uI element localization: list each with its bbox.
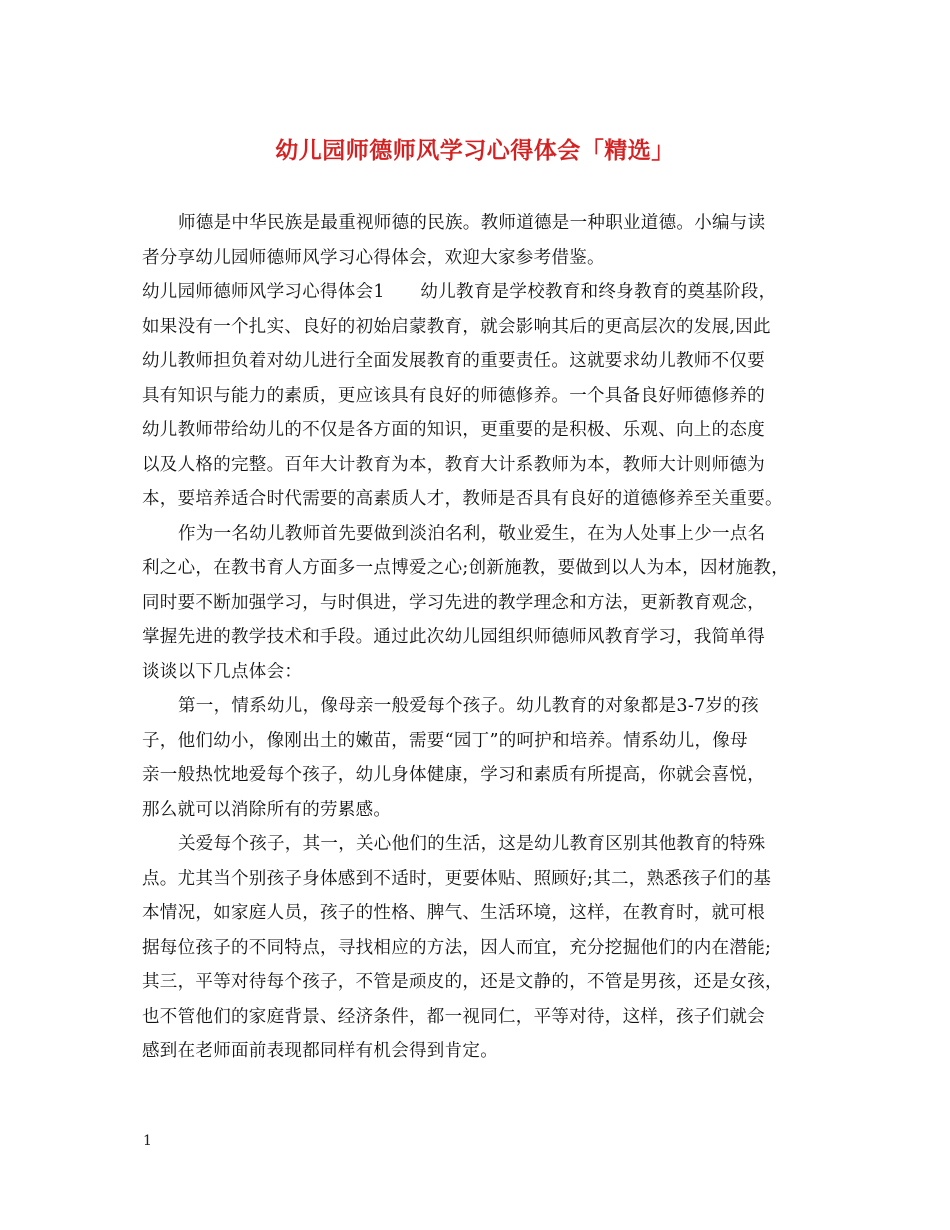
text-line: 感到在老师面前表现都同样有机会得到肯定。 bbox=[142, 1041, 498, 1061]
text-line: 第一，情系幼儿，像母亲一般爱每个孩子。幼儿教育的对象都是3-7岁的孩 bbox=[178, 696, 759, 716]
document-title: 幼儿园师德师风学习心得体会「精选」 bbox=[275, 137, 675, 164]
text-line: 作为一名幼儿教师首先要做到淡泊名利，敬业爱生，在为人处事上少一点名 bbox=[178, 523, 766, 544]
text-line: 子，他们幼小，像刚出土的嫩苗，需要“园丁”的呵护和培养。情系幼儿，像母 bbox=[142, 730, 748, 751]
text-line: 幼儿教师带给幼儿的不仅是各方面的知识，更重要的是积极、乐观、向上的态度 bbox=[142, 420, 765, 440]
text-line: 点。尤其当个别孩子身体感到不适时，更要体贴、照顾好;其二，熟悉孩子们的基 bbox=[142, 868, 772, 889]
text-line: 同时要不断加强学习，与时俱进，学习先进的教学理念和方法，更新教育观念， bbox=[142, 592, 765, 613]
text-line: 本情况，如家庭人员，孩子的性格、脾气、生活环境，这样，在教育时，就可根 bbox=[142, 903, 765, 923]
text-line: 具有知识与能力的素质，更应该具有良好的师德修养。一个具备良好师德修养的 bbox=[142, 385, 765, 406]
text-line: 者分享幼儿园师德师风学习心得体会，欢迎大家参考借鉴。 bbox=[142, 247, 605, 268]
text-line: 掌握先进的教学技术和手段。通过此次幼儿园组织师德师风教育学习，我简单得 bbox=[142, 627, 765, 647]
text-line: 其三，平等对待每个孩子，不管是顽皮的，还是文静的，不管是男孩，还是女孩， bbox=[142, 972, 783, 992]
text-line: 利之心，在教书育人方面多一点博爱之心;创新施教，要做到以人为本，因材施教， bbox=[142, 558, 789, 578]
text-line: 幼儿教师担负着对幼儿进行全面发展教育的重要责任。这就要求幼儿教师不仅要 bbox=[142, 351, 765, 371]
text-line: 以及人格的完整。百年大计教育为本，教育大计系教师为本，教师大计则师德为 bbox=[142, 454, 765, 475]
page-number: 1 bbox=[143, 1133, 152, 1149]
text-line: 也不管他们的家庭背景、经济条件，都一视同仁，平等对待，这样，孩子们就会 bbox=[142, 1006, 765, 1027]
text-line: 亲一般热忱地爱每个孩子，幼儿身体健康，学习和素质有所提高，你就会喜悦， bbox=[142, 765, 765, 785]
text-line: 关爱每个孩子，其一，关心他们的生活，这是幼儿教育区别其他教育的特殊 bbox=[178, 834, 766, 854]
text-line: 据每位孩子的不同特点，寻找相应的方法，因人而宜，充分挖掘他们的内在潜能; bbox=[142, 937, 772, 958]
text-line: 本，要培养适合时代需要的高素质人才，教师是否具有良好的道德修养至关重要。 bbox=[142, 489, 783, 509]
text-line: 如果没有一个扎实、良好的初始启蒙教育，就会影响其后的更高层次的发展,因此 bbox=[142, 316, 771, 337]
text-line: 那么就可以消除所有的劳累感。 bbox=[142, 799, 392, 820]
document-body bbox=[142, 206, 822, 1069]
text-line: 幼儿园师德师风学习心得体会1 幼儿教育是学校教育和终身教育的奠基阶段， bbox=[142, 282, 777, 302]
text-line: 谈谈以下几点体会： bbox=[142, 661, 303, 682]
text-line: 师德是中华民族是最重视师德的民族。教师道德是一种职业道德。小编与读 bbox=[178, 213, 766, 233]
